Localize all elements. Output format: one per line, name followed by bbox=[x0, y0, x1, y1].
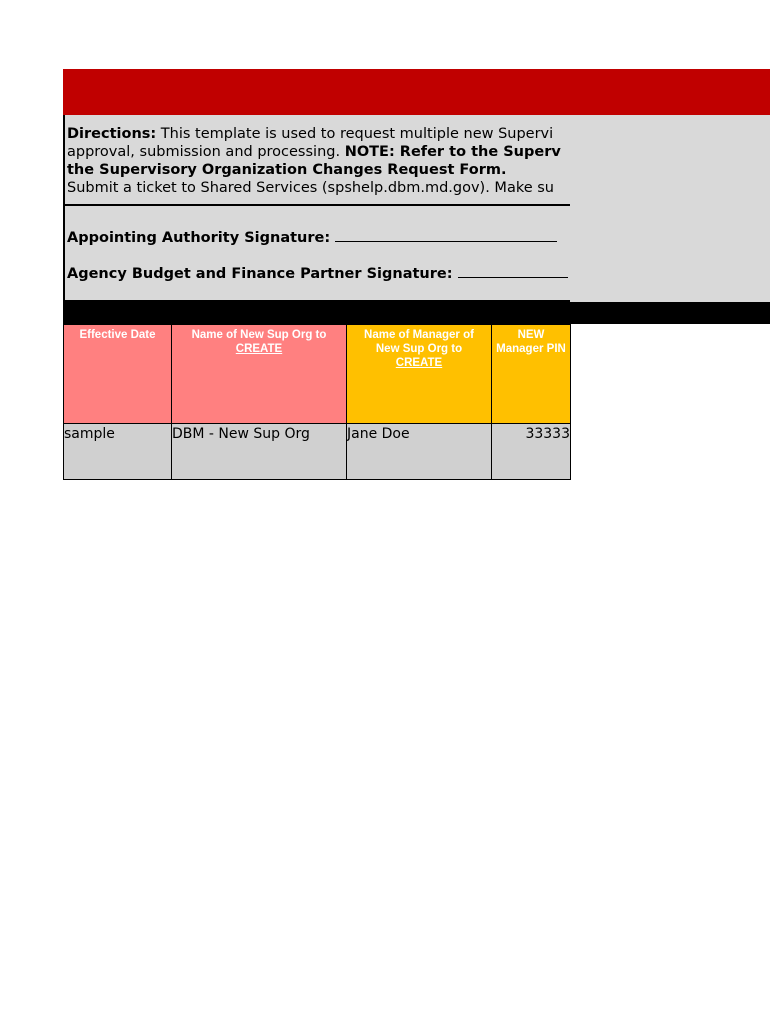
directions-line-2 bbox=[67, 143, 570, 161]
directions-label: Directions: bbox=[67, 126, 157, 142]
budget-partner-label: Agency Budget and Finance Partner Signature: bbox=[67, 266, 453, 282]
sup-org-request-table bbox=[63, 324, 571, 480]
cell-sup-org-name[interactable]: DBM - New Sup Org bbox=[172, 424, 347, 480]
directions-line-3 bbox=[67, 161, 570, 179]
directions-panel bbox=[63, 115, 570, 206]
manager-header-line-3: CREATE bbox=[395, 357, 443, 369]
pin-header-line-2: Manager PIN bbox=[496, 343, 566, 355]
effective-date-header-label: Effective Date bbox=[79, 329, 156, 341]
directions-line-4 bbox=[67, 179, 570, 197]
directions-line-1 bbox=[67, 125, 570, 143]
table-row bbox=[64, 424, 571, 480]
budget-partner-signature-field[interactable] bbox=[458, 263, 568, 278]
cell-manager-pin[interactable]: 33333 bbox=[492, 424, 571, 480]
signature-panel bbox=[63, 206, 570, 302]
column-header-manager-name bbox=[347, 325, 492, 424]
title-banner bbox=[63, 69, 770, 115]
appointing-authority-signature-field[interactable] bbox=[335, 227, 557, 242]
column-header-effective-date bbox=[64, 325, 172, 424]
column-header-sup-org-name bbox=[172, 325, 347, 424]
directions-approval-text: approval, submission and processing. bbox=[67, 144, 345, 160]
sup-org-header-line-2: CREATE bbox=[235, 343, 283, 355]
manager-header-line-2: New Sup Org to bbox=[375, 343, 463, 355]
cell-effective-date[interactable]: sample bbox=[64, 424, 172, 480]
appointing-authority-label: Appointing Authority Signature: bbox=[67, 230, 331, 246]
grey-fill-panel bbox=[570, 115, 770, 302]
pin-header-line-1: NEW bbox=[517, 329, 545, 341]
directions-ticket-text: Submit a ticket to Shared Services (spshelp.dbm.md.gov). Make su bbox=[67, 180, 554, 196]
cell-manager-name[interactable]: Jane Doe bbox=[347, 424, 492, 480]
appointing-authority-signature-row bbox=[67, 227, 557, 246]
manager-header-line-1: Name of Manager of bbox=[364, 329, 474, 341]
budget-partner-signature-row bbox=[67, 263, 568, 282]
sup-org-header-line-1: Name of New Sup Org to bbox=[191, 329, 327, 341]
directions-form-reference: the Supervisory Organization Changes Request Form. bbox=[67, 162, 507, 178]
directions-note-text: NOTE: Refer to the Superv bbox=[344, 144, 561, 160]
directions-intro-text: This template is used to request multiple new Supervi bbox=[156, 126, 554, 142]
column-header-manager-pin bbox=[492, 325, 571, 424]
table-header-row bbox=[64, 325, 571, 424]
table-header-separator bbox=[63, 302, 770, 324]
